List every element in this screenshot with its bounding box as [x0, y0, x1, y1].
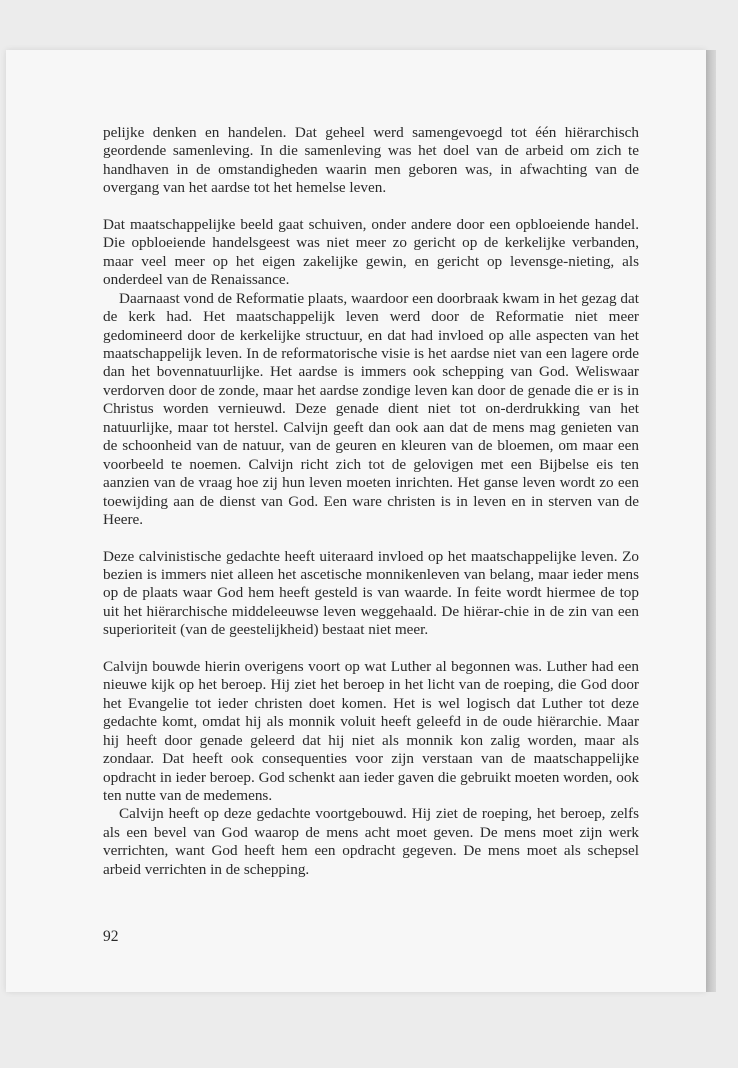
- adjacent-page-edge: [705, 50, 716, 992]
- paragraph-society-shift: Dat maatschappelijke beeld gaat schuiven, onder andere door een opbloeiende handel. Die opbloeiende handelsgeest was niet meer zo gericht op de kerkelijke verbanden, maar veel meer op het eigen zakelijke gewin, en gericht op levensge-nieting, als onderdeel van de Renaissance.: [103, 215, 639, 289]
- paragraph-continuation: pelijke denken en handelen. Dat geheel werd samengevoegd tot één hiërarchisch geordende samenleving. In die samenleving was het doel van de arbeid om zich te handhaven in de omstandigheden waarin men geboren was, in afwachting van de overgang van het aardse tot het hemelse leven.: [103, 124, 639, 197]
- page-number: 92: [103, 928, 119, 945]
- paragraph-calvin-calling: Calvijn heeft op deze gedachte voortgebouwd. Hij ziet de roeping, het beroep, zelfs als een bevel van God waarop de mens acht moet geven. De mens moet zijn werk verrichten, want God heeft hem een opdracht gegeven. De mens moet als schepsel arbeid verrichten in de schepping.: [103, 805, 639, 878]
- body-text: [103, 124, 639, 879]
- paragraph-calvinist-thought: Deze calvinistische gedachte heeft uiteraard invloed op het maatschappelijke leven. Zo bezien is immers niet alleen het ascetische monnikenleven van belang, maar ieder mens op de plaats waar God hem heeft gesteld is van waarde. In feite wordt hiermee de top uit het hiërarchische middeleeuwse leven weggehaald. De hiërar-chie in de zin van een superioriteit (van de geestelijkheid) bestaat niet meer.: [103, 547, 639, 639]
- paragraph-luther: Calvijn bouwde hierin overigens voort op wat Luther al begonnen was. Luther had een nieuwe kijk op het beroep. Hij ziet het beroep in het licht van de roeping, die God door het Evangelie tot ieder christen doet komen. Het is wel logisch dat Luther tot deze gedachte komt, omdat hij als monnik voluit heeft geleefd in de oude hiërarchie. Maar hij heeft door genade geleerd dat hij niet als monnik kon zalig worden, maar als zondaar. Dat heeft ook consequenties voor zijn verstaan van de maatschappelijke opdracht in ieder beroep. God schenkt aan ieder gaven die gebruikt moeten worden, ook ten nutte van de medemens.: [103, 657, 640, 804]
- paragraph-reformation: Daarnaast vond de Reformatie plaats, waardoor een doorbraak kwam in het gezag dat de kerk had. Het maatschappelijk leven werd door de Reformatie niet meer gedomineerd door de kerkelijke structuur, en dat had invloed op alle aspecten van het maatschappelijk leven. In de reformatorische visie is het aardse niet van een lagere orde dan het bovennatuurlijke. Het aardse is immers ook schepping van God. Weliswaar verdorven door de zonde, maar het aardse zondige leven kan door de genade die er is in Christus worden vernieuwd. Deze genade dient niet tot on-derdrukking van het natuurlijke, maar tot herstel. Calvijn geeft dan ook aan dat de mens mag genieten van de schoonheid van de natuur, van de geuren en kleuren van de bloemen, om maar een voorbeeld te noemen. Calvijn richt zich tot de gelovigen met een Bijbelse eis ten aanzien van de vraag hoe zij hun leven moeten inrichten. Het ganse leven wordt zo een toewijding aan de dienst van God. Een ware christen is in leven en in sterven van de Heere.: [103, 289, 639, 529]
